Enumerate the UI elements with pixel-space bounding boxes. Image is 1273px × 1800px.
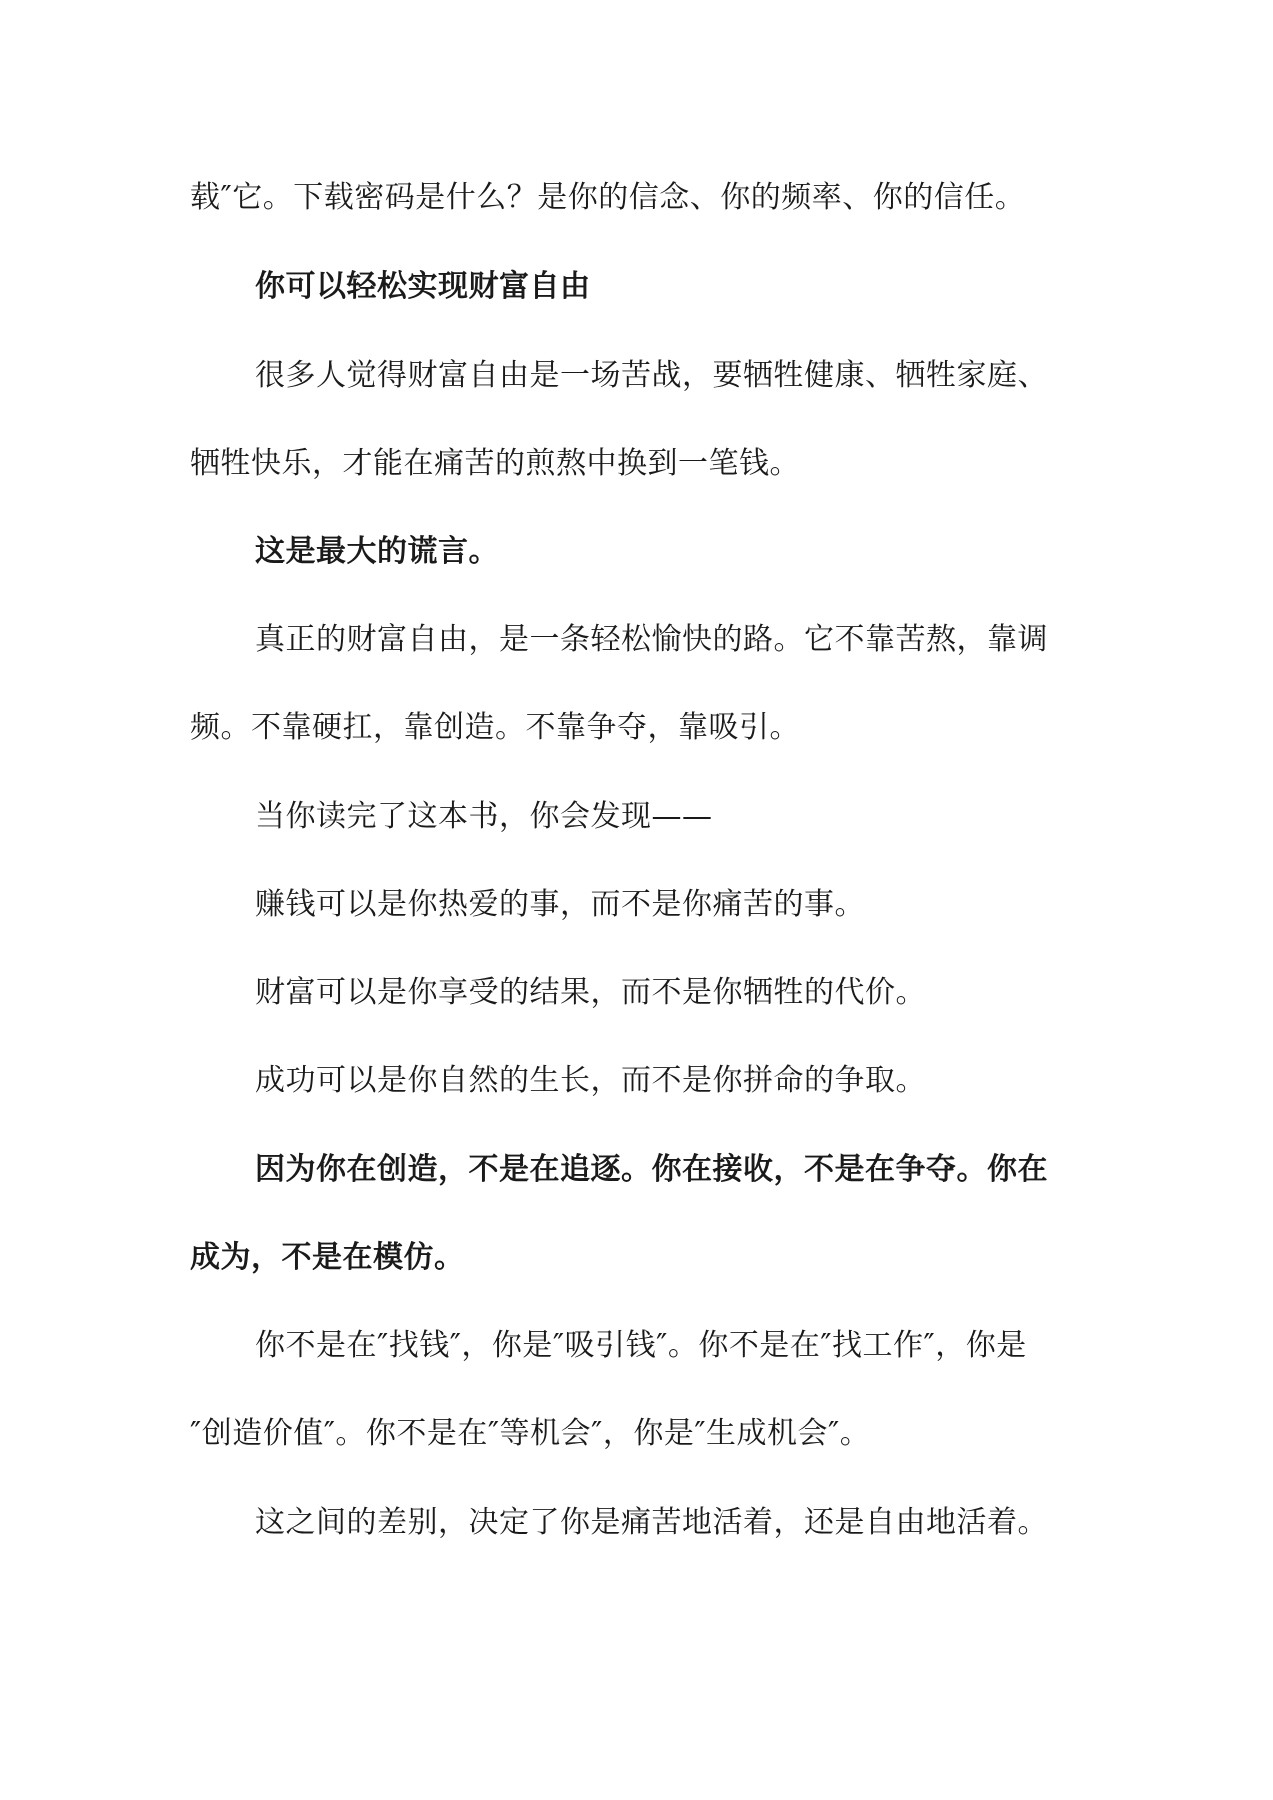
emphasis-line: 这是最大的谎言。 bbox=[255, 534, 499, 569]
paragraph-line: 赚钱可以是你热爱的事，而不是你痛苦的事。 bbox=[255, 887, 865, 922]
section-heading: 你可以轻松实现财富自由 bbox=[255, 269, 591, 304]
emphasis-line: 成为，不是在模仿。 bbox=[190, 1240, 465, 1275]
paragraph-line: 载″它。下载密码是什么？是你的信念、你的频率、你的信任。 bbox=[190, 180, 1026, 215]
paragraph-line: 这之间的差别，决定了你是痛苦地活着，还是自由地活着。 bbox=[255, 1505, 1048, 1540]
paragraph-line: 当你读完了这本书，你会发现—— bbox=[255, 799, 713, 834]
paragraph-line: 你不是在″找钱″，你是″吸引钱″。你不是在″找工作″，你是 bbox=[255, 1328, 1027, 1363]
paragraph-line: 真正的财富自由，是一条轻松愉快的路。它不靠苦熬，靠调 bbox=[255, 622, 1048, 657]
paragraph-line: 成功可以是你自然的生长，而不是你拼命的争取。 bbox=[255, 1063, 926, 1098]
paragraph-line: 牺牲快乐，才能在痛苦的煎熬中换到一笔钱。 bbox=[190, 446, 800, 481]
paragraph-line: 财富可以是你享受的结果，而不是你牺牲的代价。 bbox=[255, 975, 926, 1010]
paragraph-line: ″创造价值″。你不是在″等机会″，你是″生成机会″。 bbox=[190, 1416, 871, 1451]
paragraph-line: 很多人觉得财富自由是一场苦战，要牺牲健康、牺牲家庭、 bbox=[255, 358, 1048, 393]
emphasis-line: 因为你在创造，不是在追逐。你在接收，不是在争夺。你在 bbox=[255, 1152, 1048, 1187]
paragraph-line: 频。不靠硬扛，靠创造。不靠争夺，靠吸引。 bbox=[190, 710, 800, 745]
